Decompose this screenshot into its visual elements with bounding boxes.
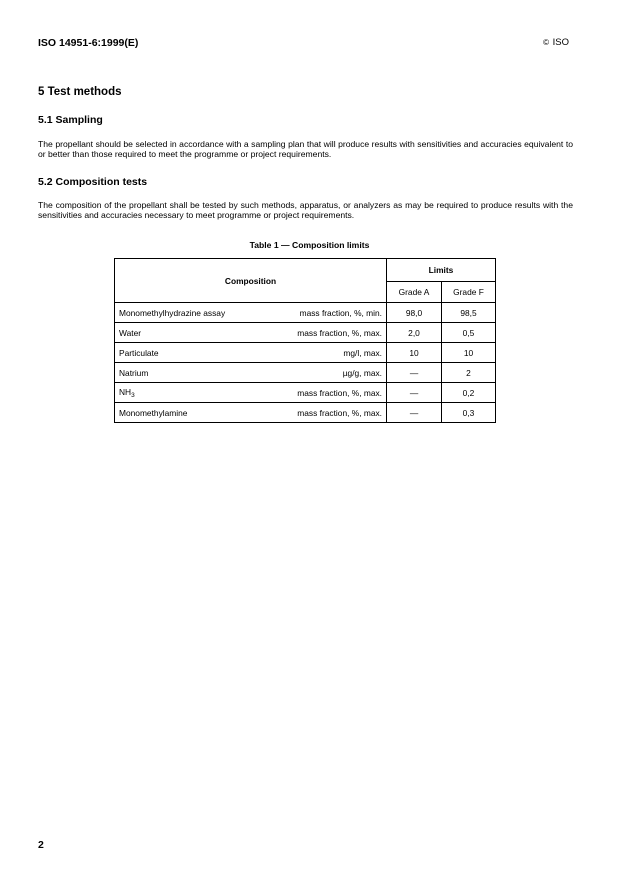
row-grade-f: 0,3 — [442, 403, 496, 423]
row-grade-f: 10 — [442, 343, 496, 363]
row-name-text: NH — [119, 386, 132, 397]
row-name: Particulate — [115, 343, 274, 363]
row-grade-a: — — [387, 383, 442, 403]
table-row — [115, 363, 496, 383]
row-name — [115, 383, 274, 403]
row-name: Monomethylhydrazine assay — [115, 303, 274, 323]
header-limits: Limits — [387, 259, 496, 282]
table-row — [115, 383, 496, 403]
table-row — [115, 403, 496, 423]
row-grade-a: 98,0 — [387, 303, 442, 323]
table-caption: Table 1 — Composition limits — [249, 240, 370, 250]
row-unit: mass fraction, %, max. — [273, 323, 387, 343]
row-unit: µg/g, max. — [273, 363, 387, 383]
row-grade-a: 10 — [387, 343, 442, 363]
row-name: Natrium — [115, 363, 274, 383]
copyright-owner: ISO — [552, 37, 569, 48]
copyright-notice — [543, 37, 569, 48]
header-composition: Composition — [115, 259, 387, 303]
section-5-2-paragraph: The composition of the propellant shall be tested by such methods, apparatus, or analyzers as may be required to produce results with the sensitivities and accuracies necessary to meet programme or project requirements. — [38, 200, 573, 221]
row-grade-a: 2,0 — [387, 323, 442, 343]
row-grade-f: 0,2 — [442, 383, 496, 403]
table-row — [115, 343, 496, 363]
row-name: Water — [115, 323, 274, 343]
row-grade-f: 2 — [442, 363, 496, 383]
header-grade-f: Grade F — [442, 282, 496, 303]
row-unit: mg/l, max. — [273, 343, 387, 363]
row-name: Monomethylamine — [115, 403, 274, 423]
row-grade-f: 98,5 — [442, 303, 496, 323]
row-unit: mass fraction, %, min. — [273, 303, 387, 323]
row-unit: mass fraction, %, max. — [273, 403, 387, 423]
document-id: ISO 14951-6:1999(E) — [38, 37, 139, 49]
row-unit: mass fraction, %, max. — [273, 383, 387, 403]
row-name-subscript: 3 — [131, 391, 135, 399]
page-number: 2 — [38, 839, 44, 851]
row-grade-f: 0,5 — [442, 323, 496, 343]
table-row — [115, 303, 496, 323]
composition-limits-table — [114, 258, 496, 423]
section-5-1-paragraph: The propellant should be selected in accordance with a sampling plan that will produce results with sensitivities and accuracies equivalent to or better than those required to meet the programme or project requirements. — [38, 139, 573, 160]
section-5-2-heading: 5.2 Composition tests — [38, 176, 148, 188]
row-grade-a: — — [387, 363, 442, 383]
section-5-heading: 5 Test methods — [38, 86, 122, 98]
row-grade-a: — — [387, 403, 442, 423]
section-5-1-heading: 5.1 Sampling — [38, 114, 103, 126]
header-grade-a: Grade A — [387, 282, 442, 303]
table-row — [115, 323, 496, 343]
copyright-symbol: © — [543, 38, 549, 47]
